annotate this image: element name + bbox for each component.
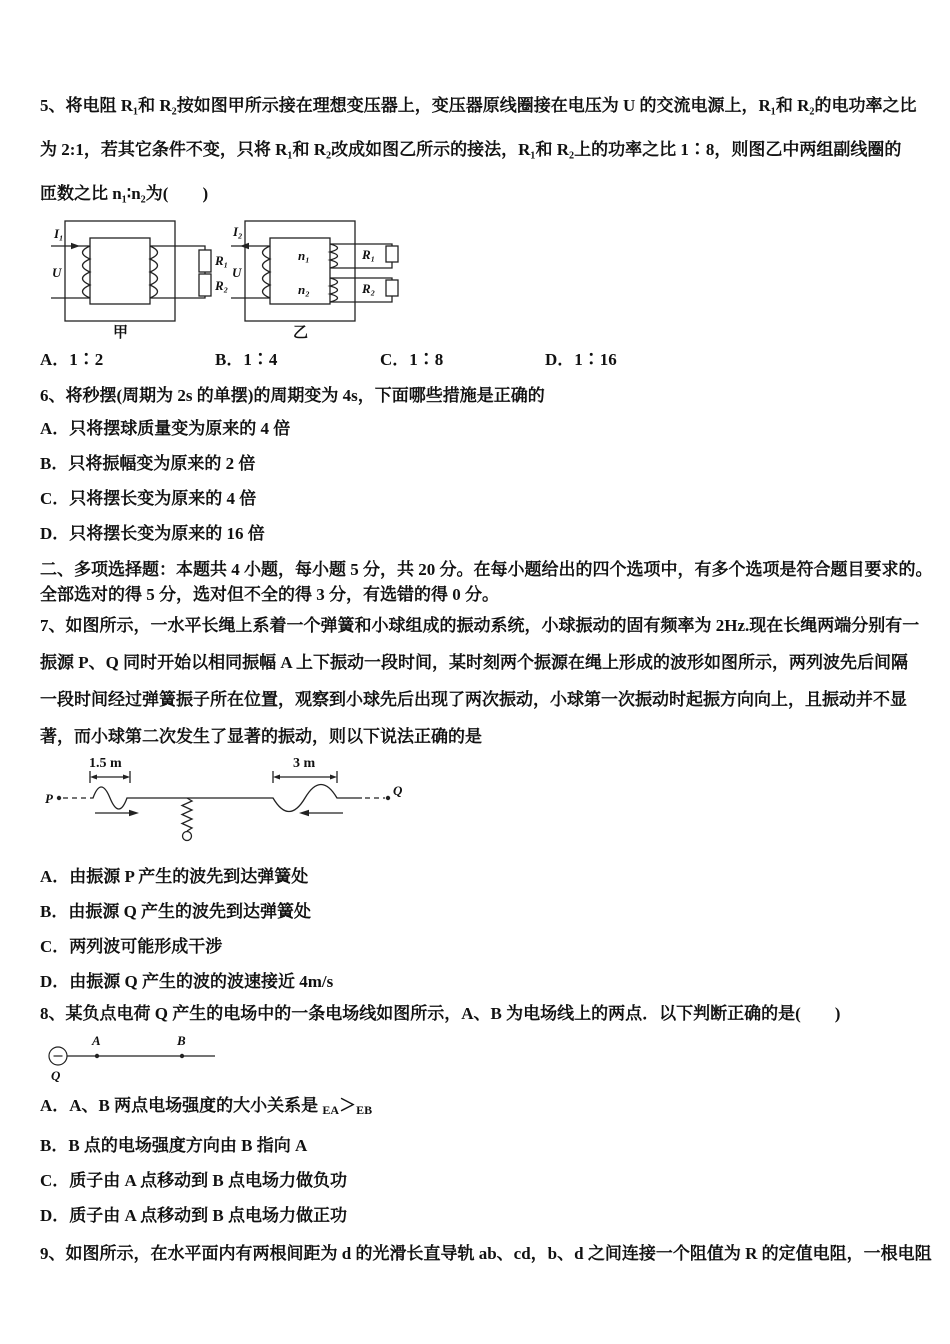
yi-coil-n1: [330, 244, 338, 268]
question-7-line-2: 振源 P、Q 同时开始以相同振幅 A 上下振动一段时间，某时刻两个振源在绳上形成的波形如图所示，两列波先后间隔: [40, 653, 908, 672]
right-wave-arrow-head: [299, 810, 309, 816]
yi-primary-coil: [263, 246, 271, 298]
jia-core-outer: [65, 221, 175, 321]
question-7: [40, 607, 920, 999]
question-8-options: [40, 1088, 912, 1233]
question-5-stem: [40, 84, 917, 216]
question-8-option-a: [40, 1088, 912, 1128]
question-9-stem: 9、如图所示，在水平面内有两根间距为 d 的光滑长直导轨 ab、cd，b、d 之间连接一个阻值为 R 的定值电阻，一根电阻: [40, 1244, 932, 1263]
question-7-line-4: 著，而小球第二次发生了显著的振动，则以下说法正确的是: [40, 727, 482, 746]
section-2-line-1: 二、多项选择题：本题共 4 小题，每小题 5 分，共 20 分。在每小题给出的四个选项中，有多个选项是符合题目要求的。: [40, 560, 933, 579]
right-bracket-arrow-l: [273, 775, 280, 780]
label-r1-jia: R₁: [215, 253, 229, 268]
right-bracket-arrow-r: [330, 775, 337, 780]
point-b-dot: [180, 1054, 184, 1058]
question-6-option-a: A．只将摆球质量变为原来的 4 倍: [40, 419, 291, 438]
field-line-figure: [45, 1029, 285, 1084]
question-5-options: [40, 345, 912, 375]
section-2-header: [40, 557, 933, 607]
section-2-line-2: 全部选对的得 5 分，选对但不全的得 3 分，有选错的得 0 分。: [40, 585, 499, 604]
wave-figure: [45, 755, 405, 855]
question-9: [40, 1239, 932, 1269]
question-8: [40, 999, 912, 1233]
p-source-dot: [57, 796, 61, 800]
rope-with-waves: [90, 785, 362, 812]
n1-loop-bottom: [330, 262, 392, 268]
question-5-option-d: D．1∶16: [545, 350, 617, 369]
n1-loop-top: [330, 244, 392, 246]
option-a-gt: ＞: [339, 1096, 357, 1115]
question-5-option-a: A．1∶2: [40, 350, 104, 369]
label-r1-yi: R₁: [362, 247, 376, 262]
question-8-option-c: C．质子由 A 点移动到 B 点电场力做负功: [40, 1171, 347, 1190]
question-7-option-b: B．由振源 Q 产生的波先到达弹簧处: [40, 902, 312, 921]
transformer-figure: [45, 216, 405, 341]
caption-yi: 乙: [293, 325, 309, 341]
question-7-line-3: 一段时间经过弹簧振子所在位置，观察到小球先后出现了两次振动，小球第一次振动时起振方向向上，且振动并不显: [40, 690, 907, 709]
option-a-eb: EB: [356, 1103, 373, 1117]
label-r2-jia: R₂: [215, 278, 229, 293]
label-p: P: [45, 791, 53, 806]
right-span-label: 3 m: [293, 756, 316, 771]
jia-primary-coil: [83, 246, 91, 298]
question-7-stem: [40, 607, 920, 755]
question-7-line-1: 7、如图所示，一水平长绳上系着一个弹簧和小球组成的振动系统，小球振动的固有频率为 2Hz.现在长绳两端分别有一: [40, 616, 920, 635]
label-a: A: [92, 1033, 101, 1048]
question-5-line-2: 为 2:1，若其它条件不变，只将 R₁和 R₂改成如图乙所示的接法，R₁和 R₂上的功率之比 1∶8，则图乙中两组副线圈的: [40, 140, 902, 159]
resistor-r2-yi: [386, 280, 398, 296]
question-6-stem: 6、将秒摆(周期为 2s 的单摆)的周期变为 4s，下面哪些措施是正确的: [40, 386, 545, 405]
jia-current-arrow: [71, 243, 80, 249]
resistor-r2-jia: [199, 274, 211, 296]
question-7-option-a: A．由振源 P 产生的波先到达弹簧处: [40, 867, 309, 886]
transformer-yi: [231, 221, 398, 321]
label-q: Q: [393, 783, 403, 798]
q-source-dot: [386, 796, 390, 800]
question-7-option-d: D．由振源 Q 产生的波的波速接近 4m/s: [40, 972, 334, 991]
yi-coil-n2: [330, 278, 338, 302]
label-b: B: [177, 1033, 186, 1048]
question-6-option-b: B．只将振幅变为原来的 2 倍: [40, 454, 256, 473]
resistor-r1-jia: [199, 250, 211, 272]
caption-jia: 甲: [113, 325, 129, 341]
wave-diagram: [57, 771, 390, 841]
label-u-jia: U: [52, 265, 62, 280]
option-a-ea: EA: [322, 1103, 340, 1117]
left-bracket-arrow-r: [123, 775, 130, 780]
jia-r-bottom-wire: [150, 296, 205, 298]
label-charge-q: Q: [51, 1068, 61, 1083]
jia-r-top-wire: [150, 246, 205, 250]
jia-core-inner: [90, 238, 150, 304]
question-6: [40, 381, 912, 551]
spring: [182, 798, 192, 831]
option-a-text: A．A、B 两点电场强度的大小关系是: [40, 1096, 323, 1115]
label-i1: I₁: [54, 226, 64, 241]
question-5: [40, 84, 917, 375]
n2-loop-top: [330, 278, 392, 280]
question-5-line-1: 5、将电阻 R₁和 R₂按如图甲所示接在理想变压器上，变压器原线圈接在电压为 U 的交流电源上，R₁和 R₂的电功率之比: [40, 96, 917, 115]
question-8-stem: 8、某负点电荷 Q 产生的电场中的一条电场线如图所示，A、B 为电场线上的两点．以下判断正确的是( ): [40, 1004, 841, 1023]
label-i2: I₂: [233, 224, 243, 239]
question-6-option-d: D．只将摆长变为原来的 16 倍: [40, 524, 265, 543]
left-wave-arrow-head: [129, 810, 139, 816]
question-5-line-3: 匝数之比 n₁∶n₂为( ): [40, 184, 209, 203]
resistor-r1-yi: [386, 246, 398, 262]
jia-secondary-coil: [150, 246, 158, 298]
question-6-options: [40, 411, 912, 551]
point-a-dot: [95, 1054, 99, 1058]
question-5-option-c: C．1∶8: [380, 350, 444, 369]
question-8-option-d: D．质子由 A 点移动到 B 点电场力做正功: [40, 1206, 347, 1225]
left-span-label: 1.5 m: [89, 756, 122, 771]
ball: [183, 832, 192, 841]
field-line-diagram: [49, 1047, 215, 1065]
yi-core-outer: [245, 221, 355, 321]
question-6-option-c: C．只将摆长变为原来的 4 倍: [40, 489, 257, 508]
label-n1: n₁: [298, 248, 310, 263]
n2-loop-bottom: [330, 296, 392, 302]
left-bracket-arrow-l: [90, 775, 97, 780]
label-r2-yi: R₂: [362, 281, 376, 296]
question-5-option-b: B．1∶4: [215, 350, 278, 369]
question-7-option-c: C．两列波可能形成干涉: [40, 937, 223, 956]
label-n2: n₂: [298, 282, 310, 297]
label-u-yi: U: [232, 265, 242, 280]
transformer-jia: [51, 221, 211, 321]
question-8-option-b: B．B 点的电场强度方向由 B 指向 A: [40, 1136, 308, 1155]
question-7-options: [40, 859, 912, 999]
